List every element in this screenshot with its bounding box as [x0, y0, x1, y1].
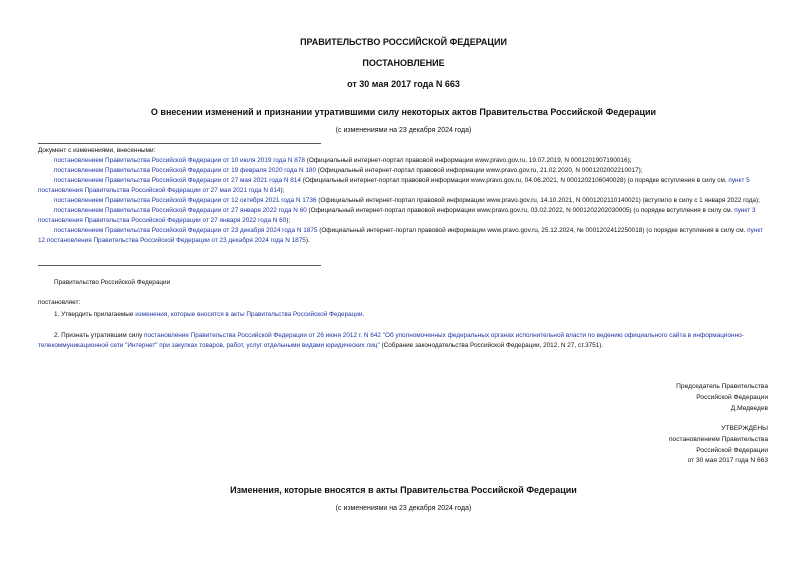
- change-link[interactable]: постановлением Правительства Российской Федерации от 10 июля 2019 года N 878: [54, 157, 305, 164]
- change-link[interactable]: постановлением Правительства Российской Федерации от 27 мая 2021 года N 814: [54, 177, 301, 184]
- signature-line: Российской Федерации: [696, 393, 768, 401]
- change-link-secondary[interactable]: пункт 3 постановления Правительства Российской Федерации от 27 января 2022 года N 60: [38, 207, 756, 224]
- doc-title: О внесении изменений и признании утратившими силу некоторых актов Правительства Российской Федерации: [150, 107, 657, 117]
- changes-list: [38, 146, 770, 246]
- annex-revision: (с изменениями на 23 декабря 2024 года): [335, 505, 472, 512]
- approval-line: Российской Федерации: [696, 446, 768, 454]
- change-link[interactable]: постановлением Правительства Российской Федерации от 27 января 2022 года N 60: [54, 207, 307, 214]
- paragraph-1: 1. Утвердить прилагаемые изменения, которые вносятся в акты Правительства Российской Федерации.: [54, 311, 365, 318]
- change-item: постановлением Правительства Российской Федерации от 12 октября 2021 года N 1736 (Официальный интернет-портал правовой информации www.pravo.gov.ru, 14.10.2021, N 0001202110140021) (вступило в силу с 1 января 2022 года);: [54, 197, 760, 204]
- revision-note: (с изменениями на 23 декабря 2024 года): [335, 127, 472, 134]
- change-item: постановлением Правительства Российской Федерации от 10 июля 2019 года N 878 (Официальный интернет-портал правовой информации www.pravo.gov.ru, 19.07.2019, N 0001201907190016);: [54, 157, 632, 164]
- annex-title: Изменения, которые вносятся в акты Правительства Российской Федерации: [230, 485, 577, 495]
- change-item: постановлением Правительства Российской Федерации от 19 февраля 2020 года N 180 (Официальный интернет-портал правовой информации www.pravo.gov.ru, 21.02.2020, N 0001202002210017);: [54, 167, 643, 174]
- change-link[interactable]: постановлением Правительства Российской Федерации от 12 октября 2021 года N 1736: [54, 197, 317, 204]
- change-link[interactable]: постановлением Правительства Российской Федерации от 19 февраля 2020 года N 180: [54, 167, 317, 174]
- signature-line: Председатель Правительства: [676, 383, 768, 390]
- changes-intro: Документ с изменениями, внесенными:: [38, 147, 156, 154]
- change-item: постановлением Правительства Российской Федерации от 27 мая 2021 года N 814 (Официальный интернет-портал правовой информации www.pravo.gov.ru, 04.06.2021, N 0001202106040028) (о порядке вступления в силу см. пункт 5 постановления Правительства Российской Федерации от 27 мая 2021 года N 814);: [38, 177, 750, 194]
- resolves-label: постановляет:: [38, 299, 81, 306]
- change-item: постановлением Правительства Российской Федерации от 27 января 2022 года N 60 (Официальный интернет-портал правовой информации www.pravo.gov.ru, 03.02.2022, N 0001202202030005) (о порядке вступления в силу см. пункт 3 постановления Правительства Российской Федерации от 27 января 2022 года N 60);: [38, 207, 756, 224]
- change-link-secondary[interactable]: пункт 12 постановления Правительства Российской Федерации от 23 декабря 2024 года N 1875: [38, 227, 764, 244]
- signature-name: Д.Медведев: [730, 404, 768, 412]
- annex-link[interactable]: изменения, которые вносятся в акты Правительства Российской Федерации: [135, 311, 363, 318]
- approval-line: от 30 мая 2017 года N 663: [687, 457, 768, 465]
- approval-line: УТВЕРЖДЕНЫ: [721, 425, 768, 432]
- doc-date-number: от 30 мая 2017 года N 663: [347, 79, 460, 89]
- paragraph-2: 2. Признать утратившим силу постановление Правительства Российской Федерации от 26 июня 2012 г. N 642 "Об уполномоченных федеральных органах исполнительной власти по ведению официального сайта в информационно-телекоммуникационной сети "Интернет" при закупках товаров, работ, услуг отдельными видами юридических лиц" (Собрание законодательства Российской Федерации, 2012, N 27, ст.3751).: [38, 332, 744, 349]
- approval-line: постановлением Правительства: [668, 435, 768, 443]
- repealed-act-link[interactable]: постановление Правительства Российской Федерации от 26 июня 2012 г. N 642 "Об уполномоченных федеральных органах исполнительной власти по ведению официального сайта в информационно-телекоммуникационной сети "Интернет" при закупках товаров, работ, услуг отдельными видами юридических лиц": [38, 332, 744, 349]
- org-name: ПРАВИТЕЛЬСТВО РОССИЙСКОЙ ФЕДЕРАЦИИ: [300, 37, 507, 47]
- divider-top: [38, 143, 321, 144]
- doc-type: ПОСТАНОВЛЕНИЕ: [362, 58, 445, 68]
- divider-bottom: [38, 265, 321, 266]
- signature-block: [560, 382, 768, 414]
- change-link[interactable]: постановлением Правительства Российской Федерации от 23 декабря 2024 года N 1875: [54, 227, 318, 234]
- change-link-secondary[interactable]: пункт 5 постановления Правительства Российской Федерации от 27 мая 2021 года N 814: [38, 177, 750, 194]
- change-item: постановлением Правительства Российской Федерации от 23 декабря 2024 года N 1875 (Официальный интернет-портал правовой информации www.pravo.gov.ru, 25.12.2024, № 0001202412250018) (о порядке вступления в силу см. пункт 12 постановления Правительства Российской Федерации от 23 декабря 2024 года N 1875).: [38, 227, 764, 244]
- approval-block: [560, 424, 768, 467]
- government-label: Правительство Российской Федерации: [54, 279, 171, 286]
